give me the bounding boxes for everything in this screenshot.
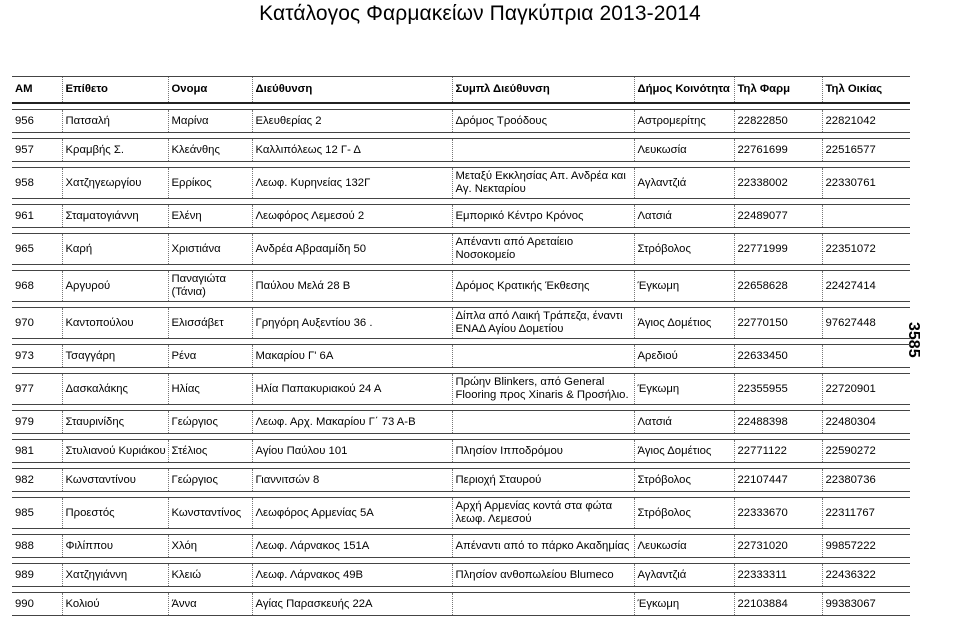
municipality-cell: Λατσιά [634,411,734,434]
surname-cell: Αργυρού [62,271,168,302]
extra-address-cell: Αρχή Αρμενίας κοντά στα φώτα λεωφ. Λεμεσού [452,498,634,529]
name-cell: Μαρίνα [168,110,252,133]
surname-cell: Δασκαλάκης [62,374,168,405]
municipality-cell: Στρόβολος [634,469,734,492]
extra-address-cell [452,139,634,162]
municipality-cell: Λευκωσία [634,139,734,162]
municipality-cell: Έγκωμη [634,271,734,302]
municipality-cell: Αστρομερίτης [634,110,734,133]
surname-cell: Κολιού [62,593,168,616]
table-row [12,535,910,558]
name-cell: Στέλιος [168,440,252,463]
name-cell: Ρένα [168,345,252,368]
surname-cell: Καρή [62,234,168,265]
address-cell: Γρηγόρη Αυξεντίου 36 . [252,308,452,339]
surname-cell: Καντοπούλου [62,308,168,339]
am-cell: 988 [12,535,62,558]
home-phone-cell: 99383067 [822,593,910,616]
extra-address-cell [452,345,634,368]
pharmacy-phone-cell: 22731020 [734,535,822,558]
home-phone-cell: 22380736 [822,469,910,492]
home-phone-cell: 22427414 [822,271,910,302]
address-cell: Λεωφ. Αρχ. Μακαρίου Γ΄ 73 Α-Β [252,411,452,434]
name-cell: Ελισσάβετ [168,308,252,339]
extra-address-cell: Μεταξύ Εκκλησίας Απ. Ανδρέα και Αγ. Νεκταρίου [452,168,634,199]
pharmacy-phone-cell: 22489077 [734,205,822,228]
table-row [12,234,910,265]
municipality-cell: Λατσιά [634,205,734,228]
surname-cell: Χατζηγιάννη [62,564,168,587]
pharmacy-phone-cell: 22488398 [734,411,822,434]
extra-address-cell: Πρώην Blinkers, από General Flooring προς Xinaris & Προσήλιο. [452,374,634,405]
column-header: Ονομα [168,77,252,104]
am-cell: 973 [12,345,62,368]
address-cell: Καλλιπόλεως 12 Γ- Δ [252,139,452,162]
name-cell: Κωνσταντίνος [168,498,252,529]
pharmacy-phone-cell: 22355955 [734,374,822,405]
extra-address-cell [452,411,634,434]
address-cell: Αγίας Παρασκευής 22Α [252,593,452,616]
am-cell: 982 [12,469,62,492]
extra-address-cell: Πλησίον ανθοπωλείου Blumeco [452,564,634,587]
name-cell: Γεώργιος [168,411,252,434]
address-cell: Λεωφ. Κυρηνείας 132Γ [252,168,452,199]
am-cell: 985 [12,498,62,529]
pharmacy-phone-cell: 22771999 [734,234,822,265]
surname-cell: Τσαγγάρη [62,345,168,368]
extra-address-cell: Δρόμος Κρατικής Έκθεσης [452,271,634,302]
name-cell: Κλεάνθης [168,139,252,162]
surname-cell: Κωνσταντίνου [62,469,168,492]
municipality-cell: Αρεδιού [634,345,734,368]
home-phone-cell: 22436322 [822,564,910,587]
address-cell: Ηλία Παπακυριακού 24 Α [252,374,452,405]
home-phone-cell: 97627448 [822,308,910,339]
am-cell: 979 [12,411,62,434]
municipality-cell: Στρόβολος [634,498,734,529]
address-cell: Γιαννιτσών 8 [252,469,452,492]
pharmacy-phone-cell: 22658628 [734,271,822,302]
am-cell: 961 [12,205,62,228]
column-header: Δήμος Κοινότητα [634,77,734,104]
column-header: Τηλ Φαρμ [734,77,822,104]
surname-cell: Φιλίππου [62,535,168,558]
home-phone-cell: 22351072 [822,234,910,265]
pharmacy-phone-cell: 22333311 [734,564,822,587]
pharmacy-phone-cell: 22107447 [734,469,822,492]
home-phone-cell: 22330761 [822,168,910,199]
table-row [12,139,910,162]
address-cell: Ανδρέα Αβρααμίδη 50 [252,234,452,265]
home-phone-cell: 22516577 [822,139,910,162]
name-cell: Ελένη [168,205,252,228]
table-row [12,345,910,368]
am-cell: 970 [12,308,62,339]
pharmacy-phone-cell: 22770150 [734,308,822,339]
extra-address-cell [452,593,634,616]
table-row [12,271,910,302]
home-phone-cell [822,205,910,228]
home-phone-cell: 22821042 [822,110,910,133]
column-header: Διεύθυνση [252,77,452,104]
address-cell: Λεωφόρος Αρμενίας 5Α [252,498,452,529]
column-header: Επίθετο [62,77,168,104]
table-row [12,440,910,463]
pharmacy-phone-cell: 22761699 [734,139,822,162]
home-phone-cell: 22590272 [822,440,910,463]
municipality-cell: Στρόβολος [634,234,734,265]
pharmacy-table [12,76,910,616]
table-header-row [12,77,910,104]
table-row [12,564,910,587]
surname-cell: Πατσαλή [62,110,168,133]
table-row [12,308,910,339]
surname-cell: Σταματογιάννη [62,205,168,228]
address-cell: Λεωφόρος Λεμεσού 2 [252,205,452,228]
address-cell: Λεωφ. Λάρνακος 49Β [252,564,452,587]
municipality-cell: Έγκωμη [634,374,734,405]
table-row [12,469,910,492]
am-cell: 977 [12,374,62,405]
extra-address-cell: Δρόμος Τροόδους [452,110,634,133]
am-cell: 957 [12,139,62,162]
address-cell: Αγίου Παύλου 101 [252,440,452,463]
name-cell: Ερρίκος [168,168,252,199]
address-cell: Παύλου Μελά 28 Β [252,271,452,302]
municipality-cell: Αγλαντζιά [634,168,734,199]
am-cell: 981 [12,440,62,463]
table-row [12,168,910,199]
extra-address-cell: Πλησίον Ιπποδρόμου [452,440,634,463]
name-cell: Γεώργιος [168,469,252,492]
surname-cell: Προεστός [62,498,168,529]
table-row [12,498,910,529]
municipality-cell: Αγλαντζιά [634,564,734,587]
extra-address-cell: Απέναντι από το πάρκο Ακαδημίας [452,535,634,558]
home-phone-cell: 22720901 [822,374,910,405]
home-phone-cell: 99857222 [822,535,910,558]
address-cell: Μακαρίου Γ' 6Α [252,345,452,368]
name-cell: Κλειώ [168,564,252,587]
home-phone-cell [822,345,910,368]
page-number: 3585 [905,322,922,358]
municipality-cell: Έγκωμη [634,593,734,616]
name-cell: Χλόη [168,535,252,558]
pharmacy-phone-cell: 22633450 [734,345,822,368]
name-cell: Ηλίας [168,374,252,405]
pharmacy-phone-cell: 22103884 [734,593,822,616]
am-cell: 965 [12,234,62,265]
extra-address-cell: Απέναντι από Αρεταίειο Νοσοκομείο [452,234,634,265]
column-header: Συμπλ Διεύθυνση [452,77,634,104]
column-header: ΑΜ [12,77,62,104]
name-cell: Άννα [168,593,252,616]
am-cell: 956 [12,110,62,133]
surname-cell: Χατζηγεωργίου [62,168,168,199]
extra-address-cell: Περιοχή Σταυρού [452,469,634,492]
extra-address-cell: Εμπορικό Κέντρο Κρόνος [452,205,634,228]
extra-address-cell: Δίπλα από Λαική Τράπεζα, έναντι ΕΝΑΔ Αγίου Δομετίου [452,308,634,339]
name-cell: Παναγιώτα (Τάνια) [168,271,252,302]
pharmacy-phone-cell: 22333670 [734,498,822,529]
home-phone-cell: 22311767 [822,498,910,529]
am-cell: 990 [12,593,62,616]
municipality-cell: Άγιος Δομέτιος [634,440,734,463]
column-header: Τηλ Οικίας [822,77,910,104]
surname-cell: Κραμβής Σ. [62,139,168,162]
table-row [12,374,910,405]
home-phone-cell: 22480304 [822,411,910,434]
am-cell: 968 [12,271,62,302]
am-cell: 989 [12,564,62,587]
surname-cell: Στυλιανού Κυριάκου [62,440,168,463]
pharmacy-phone-cell: 22771122 [734,440,822,463]
address-cell: Λεωφ. Λάρνακος 151Α [252,535,452,558]
municipality-cell: Λευκωσία [634,535,734,558]
table-row [12,110,910,133]
pharmacy-phone-cell: 22822850 [734,110,822,133]
address-cell: Ελευθερίας 2 [252,110,452,133]
table-row [12,593,910,616]
table-row [12,205,910,228]
municipality-cell: Άγιος Δομέτιος [634,308,734,339]
am-cell: 958 [12,168,62,199]
surname-cell: Σταυρινίδης [62,411,168,434]
page-title: Κατάλογος Φαρμακείων Παγκύπρια 2013-2014 [259,2,701,25]
name-cell: Χριστιάνα [168,234,252,265]
table-row [12,411,910,434]
pharmacy-phone-cell: 22338002 [734,168,822,199]
